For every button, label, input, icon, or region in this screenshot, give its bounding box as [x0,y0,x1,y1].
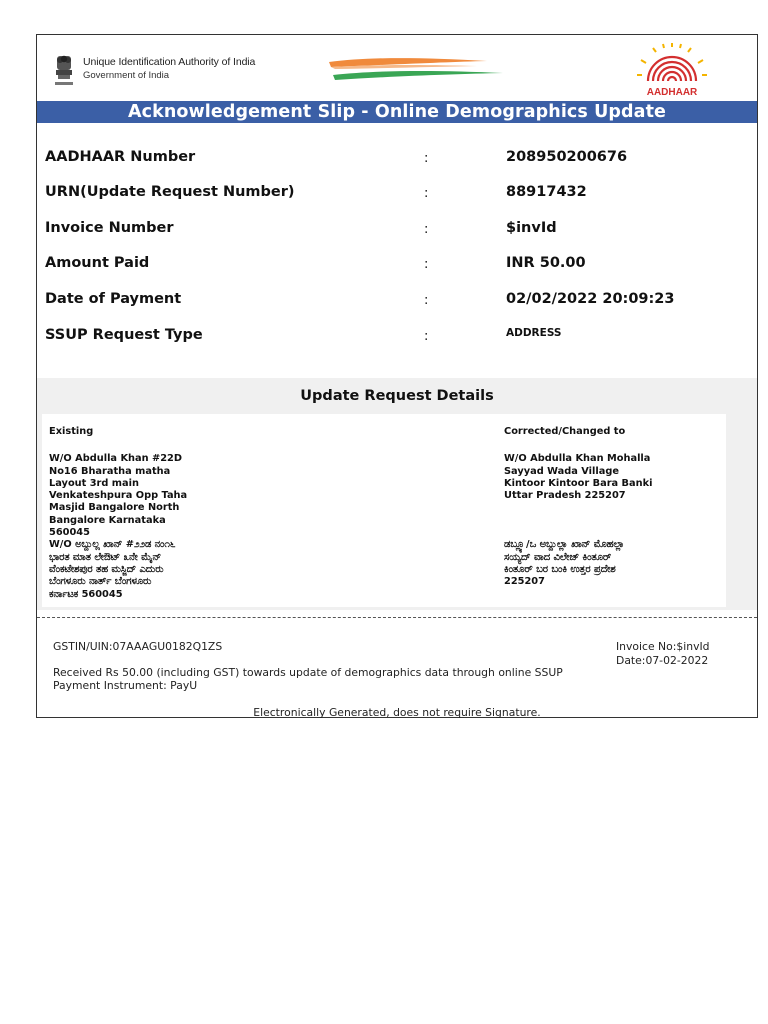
existing-address-column [49,426,199,601]
detail-value: $invId [506,220,557,236]
address-line [504,502,684,514]
detail-separator: : [424,186,429,201]
payment-instrument-text: Payment Instrument: PayU [53,679,198,692]
detail-row-request-type [37,327,757,351]
address-line: ವೆಂಕಟೇಶಪುರ ತಹ ಮಸ್ಜಿದ್ ಎದುರು [49,563,164,575]
generated-note: Electronically Generated, does not require Signature. [253,706,541,719]
address-line: Layout 3rd main [49,477,139,489]
cut-line-divider [37,617,757,618]
detail-value: 02/02/2022 20:09:23 [506,291,675,307]
detail-label: SSUP Request Type [45,327,203,343]
detail-row-payment-date [37,291,757,315]
address-line: Uttar Pradesh 225207 [504,490,626,502]
detail-row-aadhaar [37,149,757,173]
receipt-block [53,666,563,692]
detail-row-amount [37,255,757,279]
detail-row-invoice [37,220,757,244]
address-line: 560045 [49,527,90,539]
address-line: Sayyad Wada Village [504,465,620,477]
detail-label: Amount Paid [45,255,150,271]
address-line: 225207 [504,576,545,588]
address-line: W/O Abdulla Khan Mohalla [504,453,651,465]
authority-block [83,56,255,81]
aadhaar-logo-text: AADHAAR [646,87,698,98]
authority-name: Unique Identification Authority of India [83,56,256,68]
address-line: W/O Abdulla Khan #22D [49,453,182,465]
existing-heading: Existing [49,426,94,437]
changed-address-column [504,426,684,589]
invoice-date-text: Date:07-02-2022 [616,653,709,667]
address-line: ಭಾರತ ಮಾತ ಲೇಔಟ್ ೩ನೇ ಮೈನ್ [49,551,162,563]
invoice-number-text: Invoice No:$invId [616,640,710,653]
address-line [504,515,684,527]
changed-heading: Corrected/Changed to [504,426,626,437]
detail-label: Invoice Number [45,220,174,236]
acknowledgement-slip [36,34,758,718]
address-line: Masjid Bangalore North [49,502,180,514]
slip-header [37,35,757,101]
page-title: Acknowledgement Slip - Online Demographics Update [37,101,757,123]
address-line [504,527,684,539]
invoice-block [616,640,710,667]
address-line: Kintoor Kintoor Bara Banki [504,477,653,489]
gstin-text: GSTIN/UIN:07AAAGU0182Q1ZS [53,640,223,653]
aadhaar-logo-icon [634,43,710,99]
update-details-panel [42,414,726,607]
detail-value: 88917432 [506,184,587,200]
received-text: Received Rs 50.00 (including GST) towards update of demographics data through online SSUP [53,666,563,679]
address-line: W/O ಅಬ್ದುಲ್ಲ ಖಾನ್ #೨೨ಡ ನಂ೧೬ [49,539,176,551]
address-line: ಸಯ್ಯದ್ ವಾದ ವಿಲೇಜ್ ಕಿಂತೂರ್ [504,551,612,563]
detail-row-urn [37,184,757,208]
address-line: Bangalore Karnataka [49,514,166,526]
update-section-title: Update Request Details [300,388,494,404]
detail-label: Date of Payment [45,291,182,307]
detail-separator: : [424,329,429,344]
government-name: Government of India [83,70,170,81]
address-line: ಕಿಂತೂರ್ ಬರ ಬಂಕಿ ಉತ್ತರ ಪ್ರದೇಶ [504,563,616,575]
tricolor-stripes-icon [327,55,507,85]
address-line: ಡಬ್ಲ್ಯೂ/ಒ ಅಬ್ದುಲ್ಲಾ ಖಾನ್ ಮೊಹಲ್ಲಾ [504,539,625,551]
detail-value: 208950200676 [506,149,628,165]
national-emblem-icon [53,53,75,89]
address-line: ಬೆಂಗಳೂರು ನಾರ್ತ್ ಬೆಂಗಳೂರು [49,576,152,588]
detail-label: URN(Update Request Number) [45,184,295,200]
address-line: ಕರ್ನಾಟಕ 560045 [49,588,123,600]
detail-separator: : [424,257,429,272]
detail-separator: : [424,151,429,166]
address-line: Venkateshpura Opp Taha [49,490,188,502]
update-request-section [37,378,757,610]
detail-label: AADHAAR Number [45,149,196,165]
detail-value: INR 50.00 [506,255,586,271]
detail-value: ADDRESS [506,327,562,339]
detail-separator: : [424,222,429,237]
detail-separator: : [424,293,429,308]
address-line: No16 Bharatha matha [49,465,171,477]
